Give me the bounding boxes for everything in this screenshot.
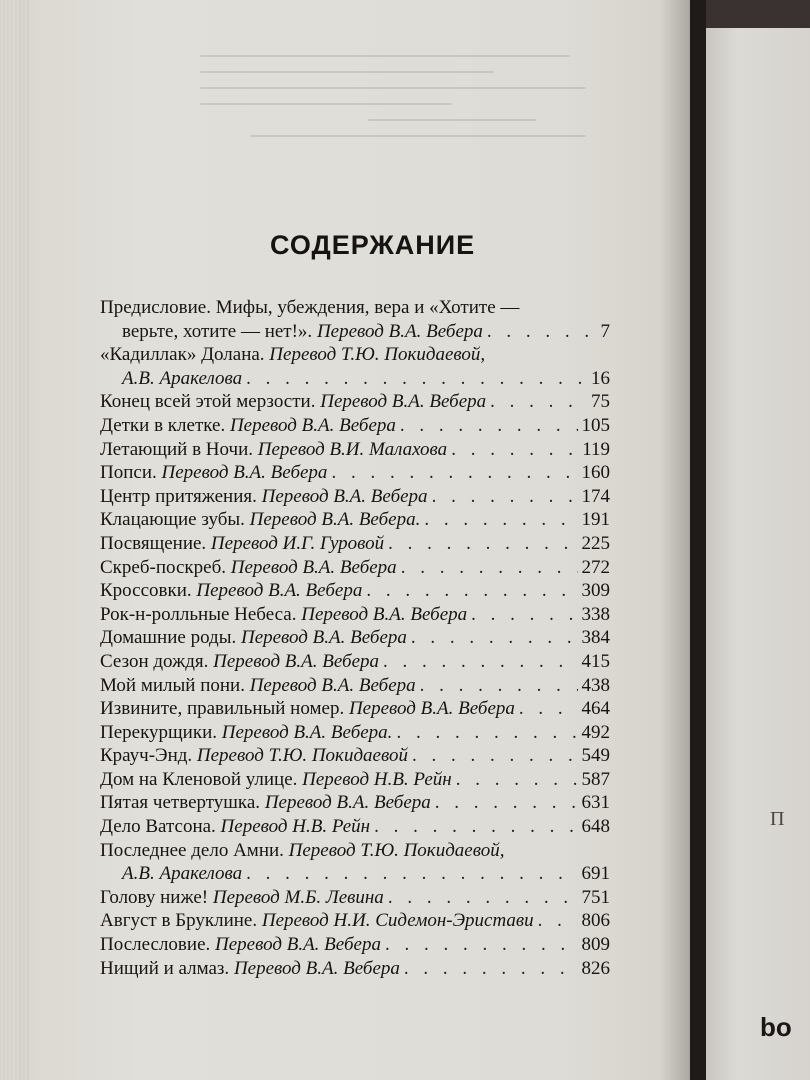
entry-page: 587 [581, 768, 610, 790]
adjacent-book-text: П [770, 808, 785, 830]
entry-title: Крауч-Энд. [100, 745, 193, 767]
entry-title: Домашние роды. [100, 627, 237, 649]
leader-dots [490, 390, 587, 414]
entry-title: Дело Ватсона. [100, 816, 216, 838]
entry-translator: Перевод В.А. Вебера [348, 698, 515, 720]
entry-translator: Перевод В.А. Вебера [230, 556, 397, 578]
bleed-through-text [200, 55, 620, 195]
entry-title: Голову ниже! [100, 886, 209, 908]
entry-page: 7 [600, 320, 610, 342]
entry-title: Посвящение. [100, 532, 207, 554]
entry-title: Летающий в Ночи. [100, 438, 253, 460]
entry-title: Дом на Кленовой улице. [100, 768, 298, 790]
leader-dots [396, 721, 577, 745]
entry-translator: Перевод Т.Ю. Покидаевой, [288, 839, 505, 861]
leader-dots [456, 768, 578, 792]
leader-dots [383, 650, 577, 674]
entry-page: 384 [581, 627, 610, 649]
entry-page: 75 [591, 391, 610, 413]
entry-page: 492 [581, 721, 610, 743]
entry-translator-continued: А.В. Аракелова [122, 863, 243, 885]
entry-page: 160 [581, 462, 610, 484]
entry-translator: Перевод Т.Ю. Покидаевой, [269, 344, 486, 366]
toc-entry [100, 674, 610, 698]
toc-entry [100, 697, 610, 721]
entry-page: 549 [581, 745, 610, 767]
entry-title: Скреб-поскреб. [100, 556, 226, 578]
entry-translator: Перевод В.А. Вебера [213, 650, 380, 672]
entry-translator: Перевод В.А. Вебера [264, 792, 431, 814]
leader-dots [451, 438, 578, 462]
entry-page: 338 [581, 603, 610, 625]
entry-page: 438 [581, 674, 610, 696]
leader-dots [331, 461, 577, 485]
toc-entry [100, 579, 610, 603]
entry-title: Сезон дождя. [100, 650, 209, 672]
toc-entry [100, 532, 610, 556]
leader-dots [401, 556, 578, 580]
toc-entry [100, 556, 610, 580]
toc-entry [100, 839, 610, 886]
leader-dots [404, 957, 578, 981]
entry-page: 751 [581, 886, 610, 908]
entry-translator: Перевод В.И. Малахова [257, 438, 448, 460]
table-of-contents [100, 296, 610, 980]
entry-translator: Перевод В.А. Вебера. [221, 721, 393, 743]
entry-title: «Кадиллак» Долана. [100, 344, 265, 366]
entry-page: 648 [581, 816, 610, 838]
entry-page: 691 [581, 863, 610, 885]
entry-title: Нищий и алмаз. [100, 957, 230, 979]
toc-entry [100, 485, 610, 509]
leader-dots [487, 320, 592, 344]
entry-translator: Перевод В.А. Вебера [261, 485, 428, 507]
entry-translator: Перевод В.А. Вебера [249, 674, 416, 696]
toc-entry [100, 626, 610, 650]
entry-page: 809 [581, 934, 610, 956]
toc-entry [100, 650, 610, 674]
entry-page: 826 [581, 957, 610, 979]
leader-dots [471, 603, 577, 627]
leader-dots [366, 579, 577, 603]
toc-entry [100, 768, 610, 792]
entry-title-continued: верьте, хотите — нет!». [122, 320, 313, 342]
toc-entry [100, 909, 610, 933]
entry-page: 16 [591, 367, 610, 389]
entry-page: 631 [581, 792, 610, 814]
entry-translator-continued: А.В. Аракелова [122, 367, 243, 389]
leader-dots [374, 815, 577, 839]
entry-translator: Перевод В.А. Вебера [316, 320, 483, 342]
entry-translator: Перевод И.Г. Гуровой [210, 532, 385, 554]
leader-dots [412, 744, 578, 768]
entry-translator: Перевод В.А. Вебера [233, 957, 400, 979]
toc-entry [100, 508, 610, 532]
toc-entry [100, 744, 610, 768]
toc-entry [100, 815, 610, 839]
entry-title: Последнее дело Амни. [100, 839, 284, 861]
leader-dots [388, 886, 578, 910]
entry-translator: Перевод Н.В. Рейн [302, 768, 452, 790]
entry-page: 105 [581, 414, 610, 436]
toc-entry [100, 957, 610, 981]
adjacent-book [706, 0, 810, 1080]
entry-translator: Перевод В.А. Вебера [161, 462, 328, 484]
entry-translator: Перевод Н.В. Рейн [220, 816, 371, 838]
entry-page: 806 [581, 910, 610, 932]
entry-translator: Перевод В.А. Вебера [215, 934, 381, 956]
entry-title: Август в Бруклине. [100, 910, 258, 932]
leader-dots [435, 791, 578, 815]
entry-translator: Перевод В.А. Вебера. [249, 509, 421, 531]
entry-title: Пятая четвертушка. [100, 792, 261, 814]
entry-title: Конец всей этой мерзости. [100, 391, 316, 413]
leader-dots [385, 933, 578, 957]
entry-page: 309 [581, 580, 610, 602]
entry-title: Извините, правильный номер. [100, 698, 345, 720]
entry-title: Предисловие. Мифы, убеждения, вера и «Хотите — [100, 297, 520, 318]
leader-dots [424, 508, 577, 532]
entry-translator: Перевод В.А. Вебера [196, 580, 363, 602]
entry-page: 272 [581, 556, 610, 578]
entry-page: 191 [581, 509, 610, 531]
toc-entry [100, 721, 610, 745]
entry-translator: Перевод М.Б. Левина [212, 886, 384, 908]
toc-entry [100, 791, 610, 815]
entry-title: Клацающие зубы. [100, 509, 245, 531]
leader-dots [420, 674, 578, 698]
entry-title: Перекурщики. [100, 721, 217, 743]
toc-entry [100, 343, 610, 390]
entry-translator: Перевод В.А. Вебера [240, 627, 407, 649]
entry-translator: Перевод В.А. Вебера [229, 414, 396, 436]
toc-entry [100, 461, 610, 485]
entry-page: 464 [581, 698, 610, 720]
toc-entry [100, 414, 610, 438]
entry-page: 225 [581, 532, 610, 554]
entry-translator: Перевод В.А. Вебера [301, 603, 468, 625]
entry-translator: Перевод Н.И. Сидемон-Эристави [261, 910, 534, 932]
entry-title: Центр притяжения. [100, 485, 257, 507]
entry-translator: Перевод В.А. Вебера [320, 391, 487, 413]
leader-dots [246, 862, 577, 886]
toc-entry [100, 390, 610, 414]
page-edges [0, 0, 30, 1080]
adjacent-book-logo: bo [760, 1012, 792, 1042]
entry-title: Детки в клетке. [100, 414, 226, 436]
entry-title: Кроссовки. [100, 580, 192, 602]
leader-dots [411, 626, 578, 650]
toc-entry [100, 886, 610, 910]
entry-translator: Перевод Т.Ю. Покидаевой [196, 745, 408, 767]
leader-dots [246, 367, 587, 391]
leader-dots [538, 909, 578, 933]
toc-heading: СОДЕРЖАНИЕ [270, 230, 476, 260]
entry-title: Попси. [100, 462, 157, 484]
toc-entry [100, 296, 610, 343]
toc-entry [100, 933, 610, 957]
leader-dots [388, 532, 577, 556]
entry-title: Послесловие. [100, 934, 211, 956]
entry-page: 415 [581, 650, 610, 672]
entry-title: Рок-н-ролльные Небеса. [100, 603, 297, 625]
entry-page: 174 [581, 485, 610, 507]
entry-title: Мой милый пони. [100, 674, 245, 696]
leader-dots [432, 485, 578, 509]
leader-dots [400, 414, 578, 438]
leader-dots [519, 697, 578, 721]
entry-page: 119 [582, 438, 610, 460]
toc-entry [100, 438, 610, 462]
toc-entry [100, 603, 610, 627]
adjacent-book-top [706, 0, 810, 28]
